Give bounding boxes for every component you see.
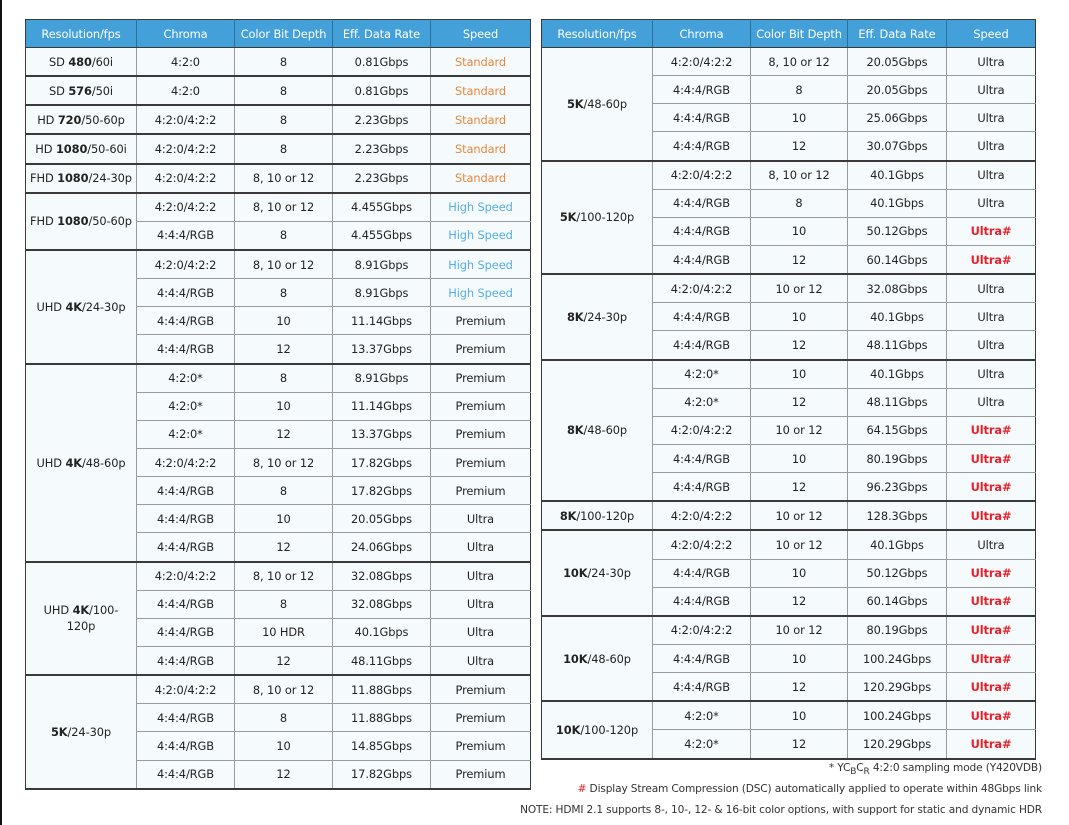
chroma-cell: 4:4:4/RGB (653, 245, 751, 274)
data-rate-cell: 14.85Gbps (333, 732, 431, 760)
resolution-cell: FHD 1080/24-30p (26, 164, 137, 193)
table-row (542, 274, 1036, 303)
chroma-cell: 4:4:4/RGB (653, 644, 751, 672)
speed-cell: Ultra (947, 331, 1036, 360)
speed-cell: Ultra (947, 104, 1036, 132)
speed-cell: Ultra (947, 360, 1036, 389)
speed-cell: Ultra# (947, 559, 1036, 587)
speed-cell: Premium (431, 477, 531, 505)
table-row (26, 193, 531, 222)
bit-depth-cell: 12 (751, 587, 848, 616)
chroma-cell: 4:4:4/RGB (137, 307, 235, 335)
data-rate-cell: 120.29Gbps (848, 673, 947, 702)
data-rate-cell: 80.19Gbps (848, 444, 947, 472)
footnote-ycbcr: * $YC_BC_R$ 4:2:0 sampling mode (Y420VDB) (828, 762, 1042, 777)
data-rate-cell: 64.15Gbps (848, 416, 947, 444)
header-chroma: Chroma (137, 20, 235, 48)
chroma-cell: 4:4:4/RGB (137, 590, 235, 618)
speed-cell: Ultra (947, 388, 1036, 416)
table-row (26, 250, 531, 279)
table-row (26, 134, 531, 163)
bit-depth-cell: 10 (751, 360, 848, 389)
bit-depth-cell: 10 (235, 307, 333, 335)
speed-cell: Ultra (947, 189, 1036, 217)
data-rate-cell: 30.07Gbps (848, 132, 947, 161)
speed-cell: Standard (431, 76, 531, 105)
chroma-cell: 4:2:0/4:2:2 (653, 161, 751, 190)
data-rate-cell: 40.1Gbps (333, 618, 431, 646)
data-rate-cell: 48.11Gbps (848, 388, 947, 416)
bit-depth-cell: 10 or 12 (751, 274, 848, 303)
speed-cell: Ultra# (947, 444, 1036, 472)
data-rate-cell: 50.12Gbps (848, 559, 947, 587)
header-data-rate: Eff. Data Rate (848, 20, 947, 48)
chroma-cell: 4:4:4/RGB (653, 559, 751, 587)
speed-cell: Ultra# (947, 501, 1036, 530)
data-rate-cell: 96.23Gbps (848, 473, 947, 502)
data-rate-cell: 20.05Gbps (848, 76, 947, 104)
data-rate-cell: 50.12Gbps (848, 217, 947, 245)
speed-cell: Ultra (431, 590, 531, 618)
table-row (542, 616, 1036, 645)
header-bit-depth: Color Bit Depth (751, 20, 848, 48)
header-speed: Speed (947, 20, 1036, 48)
bit-depth-cell: 12 (751, 245, 848, 274)
data-rate-cell: 60.14Gbps (848, 245, 947, 274)
bit-depth-cell: 8 (235, 279, 333, 307)
bit-depth-cell: 12 (235, 335, 333, 364)
header-resolution: Resolution/fps (26, 20, 137, 48)
bit-depth-cell: 10 (751, 644, 848, 672)
speed-cell: Premium (431, 364, 531, 393)
table-row (26, 364, 531, 393)
data-rate-cell: 13.37Gbps (333, 335, 431, 364)
bit-depth-cell: 8 (235, 590, 333, 618)
speed-cell: Ultra (431, 505, 531, 533)
chroma-cell: 4:2:0/4:2:2 (653, 274, 751, 303)
chroma-cell: 4:2:0* (137, 392, 235, 420)
chroma-cell: 4:2:0/4:2:2 (137, 105, 235, 134)
data-rate-cell: 40.1Gbps (848, 360, 947, 389)
chroma-cell: 4:2:0/4:2:2 (653, 616, 751, 645)
data-rate-cell: 8.91Gbps (333, 279, 431, 307)
resolution-cell: HD 720/50-60p (26, 105, 137, 134)
speed-cell: Premium (431, 760, 531, 789)
bit-depth-cell: 10 (751, 701, 848, 730)
bit-depth-cell: 10 (235, 505, 333, 533)
speed-cell: Standard (431, 48, 531, 77)
bit-depth-cell: 10 (751, 303, 848, 331)
speed-cell: High Speed (431, 193, 531, 222)
table-row (26, 105, 531, 134)
chroma-cell: 4:2:0 (137, 48, 235, 77)
resolution-cell: 5K/100-120p (542, 161, 653, 275)
bit-depth-cell: 12 (235, 533, 333, 562)
footnotes (520, 758, 1042, 821)
speed-cell: Premium (431, 420, 531, 448)
chroma-cell: 4:2:0/4:2:2 (137, 164, 235, 193)
chroma-cell: 4:2:0/4:2:2 (137, 193, 235, 222)
data-rate-cell: 40.1Gbps (848, 189, 947, 217)
resolution-cell: SD 576/50i (26, 76, 137, 105)
chroma-cell: 4:2:0/4:2:2 (137, 134, 235, 163)
hdmi-spec-table-left (25, 19, 531, 790)
header-chroma: Chroma (653, 20, 751, 48)
resolution-cell: 5K/48-60p (542, 48, 653, 161)
bit-depth-cell: 8 (235, 221, 333, 250)
data-rate-cell: 48.11Gbps (848, 331, 947, 360)
header-bit-depth: Color Bit Depth (235, 20, 333, 48)
bit-depth-cell: 12 (751, 331, 848, 360)
resolution-cell: HD 1080/50-60i (26, 134, 137, 163)
data-rate-cell: 60.14Gbps (848, 587, 947, 616)
data-rate-cell: 120.29Gbps (848, 730, 947, 759)
chroma-cell: 4:4:4/RGB (137, 646, 235, 675)
data-rate-cell: 25.06Gbps (848, 104, 947, 132)
speed-cell: Ultra# (947, 245, 1036, 274)
chroma-cell: 4:2:0/4:2:2 (653, 48, 751, 76)
hdmi-spec-table-right (541, 19, 1036, 760)
data-rate-cell: 32.08Gbps (333, 590, 431, 618)
table-row (26, 164, 531, 193)
table-row (542, 48, 1036, 76)
chroma-cell: 4:4:4/RGB (137, 221, 235, 250)
chroma-cell: 4:2:0 (137, 76, 235, 105)
bit-depth-cell: 8 (235, 477, 333, 505)
chroma-cell: 4:2:0/4:2:2 (137, 562, 235, 591)
resolution-cell: 5K/24-30p (26, 675, 137, 789)
bit-depth-cell: 8 (235, 704, 333, 732)
chroma-cell: 4:4:4/RGB (653, 189, 751, 217)
speed-cell: Standard (431, 134, 531, 163)
speed-cell: Ultra (431, 562, 531, 591)
data-rate-cell: 0.81Gbps (333, 76, 431, 105)
bit-depth-cell: 10 (751, 444, 848, 472)
bit-depth-cell: 8 (235, 364, 333, 393)
bit-depth-cell: 10 HDR (235, 618, 333, 646)
data-rate-cell: 48.11Gbps (333, 646, 431, 675)
chroma-cell: 4:2:0* (137, 420, 235, 448)
bit-depth-cell: 10 (751, 217, 848, 245)
bit-depth-cell: 8 (235, 76, 333, 105)
bit-depth-cell: 10 (235, 392, 333, 420)
speed-cell: Ultra# (947, 587, 1036, 616)
speed-cell: Premium (431, 307, 531, 335)
chroma-cell: 4:2:0* (653, 701, 751, 730)
speed-cell: Ultra# (947, 616, 1036, 645)
data-rate-cell: 20.05Gbps (333, 505, 431, 533)
speed-cell: Standard (431, 164, 531, 193)
bit-depth-cell: 12 (235, 646, 333, 675)
header-resolution: Resolution/fps (542, 20, 653, 48)
bit-depth-cell: 8, 10 or 12 (751, 48, 848, 76)
data-rate-cell: 100.24Gbps (848, 701, 947, 730)
data-rate-cell: 24.06Gbps (333, 533, 431, 562)
chroma-cell: 4:4:4/RGB (137, 505, 235, 533)
bit-depth-cell: 12 (751, 730, 848, 759)
header-row (26, 20, 531, 48)
bit-depth-cell: 10 (235, 732, 333, 760)
bit-depth-cell: 8 (235, 48, 333, 77)
chroma-cell: 4:4:4/RGB (653, 444, 751, 472)
speed-cell: Standard (431, 105, 531, 134)
chroma-cell: 4:2:0/4:2:2 (137, 448, 235, 476)
table-row (542, 161, 1036, 190)
bit-depth-cell: 10 or 12 (751, 530, 848, 559)
resolution-cell: 10K/100-120p (542, 701, 653, 758)
speed-cell: High Speed (431, 221, 531, 250)
speed-cell: Ultra (947, 132, 1036, 161)
chroma-cell: 4:2:0/4:2:2 (137, 250, 235, 279)
chroma-cell: 4:4:4/RGB (653, 217, 751, 245)
table-row (542, 530, 1036, 559)
bit-depth-cell: 8 (751, 189, 848, 217)
chroma-cell: 4:4:4/RGB (653, 331, 751, 360)
chroma-cell: 4:4:4/RGB (653, 303, 751, 331)
data-rate-cell: 11.88Gbps (333, 675, 431, 704)
bit-depth-cell: 12 (751, 673, 848, 702)
header-speed: Speed (431, 20, 531, 48)
speed-cell: Ultra (947, 530, 1036, 559)
speed-cell: Ultra# (947, 673, 1036, 702)
header-data-rate: Eff. Data Rate (333, 20, 431, 48)
resolution-cell: 8K/24-30p (542, 274, 653, 359)
chroma-cell: 4:4:4/RGB (653, 473, 751, 502)
bit-depth-cell: 10 (751, 559, 848, 587)
chroma-cell: 4:2:0/4:2:2 (653, 530, 751, 559)
speed-cell: Ultra (947, 76, 1036, 104)
resolution-cell: 10K/24-30p (542, 530, 653, 615)
speed-cell: Premium (431, 448, 531, 476)
speed-cell: Ultra# (947, 473, 1036, 502)
data-rate-cell: 32.08Gbps (848, 274, 947, 303)
chroma-cell: 4:4:4/RGB (137, 335, 235, 364)
data-rate-cell: 128.3Gbps (848, 501, 947, 530)
data-rate-cell: 13.37Gbps (333, 420, 431, 448)
data-rate-cell: 80.19Gbps (848, 616, 947, 645)
chroma-cell: 4:4:4/RGB (653, 76, 751, 104)
speed-cell: High Speed (431, 250, 531, 279)
data-rate-cell: 40.1Gbps (848, 303, 947, 331)
data-rate-cell: 11.88Gbps (333, 704, 431, 732)
bit-depth-cell: 8, 10 or 12 (235, 448, 333, 476)
table-row (26, 675, 531, 704)
chroma-cell: 4:4:4/RGB (137, 477, 235, 505)
resolution-cell: UHD 4K/100-120p (26, 562, 137, 676)
resolution-cell: FHD 1080/50-60p (26, 193, 137, 250)
bit-depth-cell: 10 (751, 104, 848, 132)
bit-depth-cell: 8, 10 or 12 (235, 250, 333, 279)
data-rate-cell: 40.1Gbps (848, 530, 947, 559)
bit-depth-cell: 8, 10 or 12 (235, 193, 333, 222)
header-row (542, 20, 1036, 48)
chroma-cell: 4:4:4/RGB (137, 618, 235, 646)
chroma-cell: 4:4:4/RGB (137, 533, 235, 562)
data-rate-cell: 2.23Gbps (333, 105, 431, 134)
resolution-cell: 8K/100-120p (542, 501, 653, 530)
chroma-cell: 4:4:4/RGB (137, 732, 235, 760)
table-row (542, 360, 1036, 389)
left-edge-bar (0, 0, 2, 825)
speed-cell: Premium (431, 335, 531, 364)
data-rate-cell: 2.23Gbps (333, 164, 431, 193)
speed-cell: Ultra (947, 48, 1036, 76)
table-row (542, 501, 1036, 530)
table-row (542, 701, 1036, 730)
data-rate-cell: 17.82Gbps (333, 448, 431, 476)
speed-cell: Premium (431, 675, 531, 704)
chroma-cell: 4:4:4/RGB (137, 760, 235, 789)
speed-cell: Ultra (947, 274, 1036, 303)
footnote-hdmi-note: NOTE: HDMI 2.1 supports 8-, 10-, 12- & 16-bit color options, with support for static and dynamic HDR (520, 804, 1042, 816)
speed-cell: Ultra (431, 533, 531, 562)
bit-depth-cell: 10 or 12 (751, 616, 848, 645)
speed-cell: Ultra# (947, 217, 1036, 245)
speed-cell: Premium (431, 732, 531, 760)
data-rate-cell: 100.24Gbps (848, 644, 947, 672)
speed-cell: Ultra (431, 618, 531, 646)
speed-cell: Ultra# (947, 416, 1036, 444)
data-rate-cell: 2.23Gbps (333, 134, 431, 163)
speed-cell: Ultra# (947, 644, 1036, 672)
bit-depth-cell: 8, 10 or 12 (235, 675, 333, 704)
bit-depth-cell: 12 (751, 388, 848, 416)
speed-cell: Ultra# (947, 730, 1036, 759)
data-rate-cell: 32.08Gbps (333, 562, 431, 591)
bit-depth-cell: 8 (751, 76, 848, 104)
resolution-cell: SD 480/60i (26, 48, 137, 77)
data-rate-cell: 20.05Gbps (848, 48, 947, 76)
data-rate-cell: 40.1Gbps (848, 161, 947, 190)
bit-depth-cell: 8, 10 or 12 (235, 164, 333, 193)
chroma-cell: 4:2:0/4:2:2 (653, 416, 751, 444)
chroma-cell: 4:4:4/RGB (653, 587, 751, 616)
bit-depth-cell: 12 (235, 420, 333, 448)
chroma-cell: 4:2:0* (137, 364, 235, 393)
resolution-cell: 8K/48-60p (542, 360, 653, 502)
bit-depth-cell: 10 or 12 (751, 416, 848, 444)
speed-cell: Ultra (947, 303, 1036, 331)
dsc-hash-marker: # (577, 783, 587, 795)
table-row (26, 562, 531, 591)
speed-cell: Ultra (947, 161, 1036, 190)
data-rate-cell: 8.91Gbps (333, 364, 431, 393)
data-rate-cell: 8.91Gbps (333, 250, 431, 279)
footnote-dsc: # Display Stream Compression (DSC) automatically applied to operate within 48Gbps link (577, 783, 1042, 795)
bit-depth-cell: 8, 10 or 12 (751, 161, 848, 190)
chroma-cell: 4:4:4/RGB (653, 132, 751, 161)
resolution-cell: UHD 4K/24-30p (26, 250, 137, 364)
chroma-cell: 4:2:0* (653, 360, 751, 389)
resolution-cell: UHD 4K/48-60p (26, 364, 137, 562)
chroma-cell: 4:2:0* (653, 730, 751, 759)
data-rate-cell: 17.82Gbps (333, 477, 431, 505)
bit-depth-cell: 12 (235, 760, 333, 789)
chroma-cell: 4:4:4/RGB (653, 673, 751, 702)
data-rate-cell: 4.455Gbps (333, 221, 431, 250)
bit-depth-cell: 8 (235, 134, 333, 163)
data-rate-cell: 11.14Gbps (333, 307, 431, 335)
chroma-cell: 4:2:0/4:2:2 (653, 501, 751, 530)
bit-depth-cell: 10 or 12 (751, 501, 848, 530)
speed-cell: Ultra (431, 646, 531, 675)
data-rate-cell: 4.455Gbps (333, 193, 431, 222)
chroma-cell: 4:2:0/4:2:2 (137, 675, 235, 704)
bit-depth-cell: 8 (235, 105, 333, 134)
bit-depth-cell: 12 (751, 473, 848, 502)
bit-depth-cell: 8, 10 or 12 (235, 562, 333, 591)
chroma-cell: 4:4:4/RGB (137, 704, 235, 732)
data-rate-cell: 17.82Gbps (333, 760, 431, 789)
speed-cell: Ultra# (947, 701, 1036, 730)
speed-cell: High Speed (431, 279, 531, 307)
chroma-cell: 4:2:0* (653, 388, 751, 416)
chroma-cell: 4:4:4/RGB (137, 279, 235, 307)
chroma-cell: 4:4:4/RGB (653, 104, 751, 132)
speed-cell: Premium (431, 392, 531, 420)
table-row (26, 48, 531, 77)
bit-depth-cell: 12 (751, 132, 848, 161)
resolution-cell: 10K/48-60p (542, 616, 653, 701)
data-rate-cell: 0.81Gbps (333, 48, 431, 77)
table-row (26, 76, 531, 105)
data-rate-cell: 11.14Gbps (333, 392, 431, 420)
speed-cell: Premium (431, 704, 531, 732)
